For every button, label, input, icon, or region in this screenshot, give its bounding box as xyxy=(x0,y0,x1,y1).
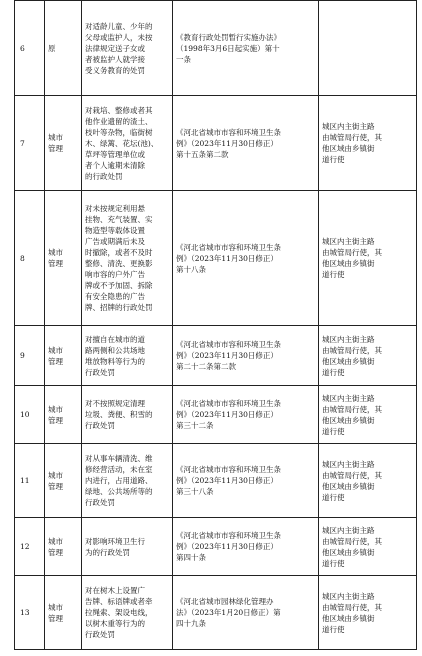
row-subject: 城区内主街主路 由城管局行使，其 他区域由乡镇街 道行使 xyxy=(319,191,417,326)
table-row xyxy=(15,444,417,518)
table-row xyxy=(15,96,417,191)
row-matter: 对在树木上设置广 告牌、标语牌或者牵 拉绳索、架设电线， 以树木重等行为的 行政处罚 xyxy=(82,576,173,650)
row-subject: 城区内主街主路 由城管局行使，其 他区域由乡镇街 道行使 xyxy=(319,518,417,576)
row-matter: 对栽培、整修或者其 他作业遗留的渣土、 枝叶等杂物，临街树 木、绿篱、花坛(池)、 草坪等管理单位或 者个人逾期未清除 的行政处罚 xyxy=(82,96,173,191)
row-category: 城市 管理 xyxy=(45,386,82,444)
row-legal-basis: 《河北省城市市容和环境卫生条 例》（2023年11月30日修正） 第三十八条 xyxy=(173,444,319,518)
row-category: 城市 管理 xyxy=(45,326,82,386)
table-row xyxy=(15,576,417,650)
row-legal-basis: 《教育行政处罚暂行实施办法》 （1998年3月6日起实施）第十 一条 xyxy=(173,1,319,96)
row-legal-basis: 《河北省城市园林绿化管理办 法》（2023年1月20日修正）第 四十九条 xyxy=(173,576,319,650)
row-number: 11 xyxy=(15,444,45,518)
row-number: 13 xyxy=(15,576,45,650)
row-number: 10 xyxy=(15,386,45,444)
row-subject: 城区内主街主路 由城管局行使，其 他区域由乡镇街 道行使 xyxy=(319,444,417,518)
row-number: 9 xyxy=(15,326,45,386)
row-category: 城市 管理 xyxy=(45,576,82,650)
row-legal-basis: 《河北省城市市容和环境卫生条 例》（2023年11月30日修正） 第四十条 xyxy=(173,518,319,576)
row-subject: 城区内主街主路 由城管局行使，其 他区域由乡镇街 道行使 xyxy=(319,96,417,191)
row-legal-basis: 《河北省城市市容和环境卫生条 例》（2023年11月30日修正） 第十八条 xyxy=(173,191,319,326)
row-subject: 城区内主街主路 由城管局行使，其 他区域由乡镇街 道行使 xyxy=(319,326,417,386)
row-category: 城市 管理 xyxy=(45,444,82,518)
row-matter: 对不按照规定清理 垃圾、粪便、积雪的 行政处罚 xyxy=(82,386,173,444)
table-row xyxy=(15,191,417,326)
row-legal-basis: 《河北省城市市容和环境卫生条 例》（2023年11月30日修正） 第二十二条第二款 xyxy=(173,326,319,386)
row-matter: 对从事车辆清洗、维 修经营活动，未在室 内进行，占用道路、 绿地、公共场所等的 行政处罚 xyxy=(82,444,173,518)
row-matter: 对未按规定利用悬 挂物、充气装置、实 物造型等载体设置 广告或期满后未及 时撤除，或者不及时 整修、清洗、更换影 响市容的户外广告 牌或不予加固、拆除 有安全隐患的广告 牌、招牌的行政处罚 xyxy=(82,191,173,326)
row-number: 6 xyxy=(15,1,45,96)
row-legal-basis: 《河北省城市市容和环境卫生条 例》（2023年11月30日修正） 第三十二条 xyxy=(173,386,319,444)
row-matter: 对影响环境卫生行 为的行政处罚 xyxy=(82,518,173,576)
row-subject xyxy=(319,1,417,96)
row-number: 12 xyxy=(15,518,45,576)
row-number: 7 xyxy=(15,96,45,191)
row-category: 城市 管理 xyxy=(45,518,82,576)
row-category: 原 xyxy=(45,1,82,96)
row-subject: 城区内主街主路 由城管局行使，其 他区域由乡镇街 道行使 xyxy=(319,576,417,650)
table-row xyxy=(15,386,417,444)
table-row xyxy=(15,1,417,96)
row-legal-basis: 《河北省城市市容和环境卫生条 例》（2023年11月30日修正） 第十五条第二款 xyxy=(173,96,319,191)
row-matter: 对适龄儿童、少年的 父母或监护人，未按 法律规定送子女或 者被监护人就学接 受义务教育的处罚 xyxy=(82,1,173,96)
table-row xyxy=(15,326,417,386)
row-subject: 城区内主街主路 由城管局行使，其 他区域由乡镇街 道行使 xyxy=(319,386,417,444)
row-category: 城市 管理 xyxy=(45,96,82,191)
table-row xyxy=(15,518,417,576)
penalty-table xyxy=(14,0,417,650)
row-matter: 对擅自在城市的道 路两侧和公共场地 堆放物料等行为的 行政处罚 xyxy=(82,326,173,386)
row-category: 城市 管理 xyxy=(45,191,82,326)
row-number: 8 xyxy=(15,191,45,326)
